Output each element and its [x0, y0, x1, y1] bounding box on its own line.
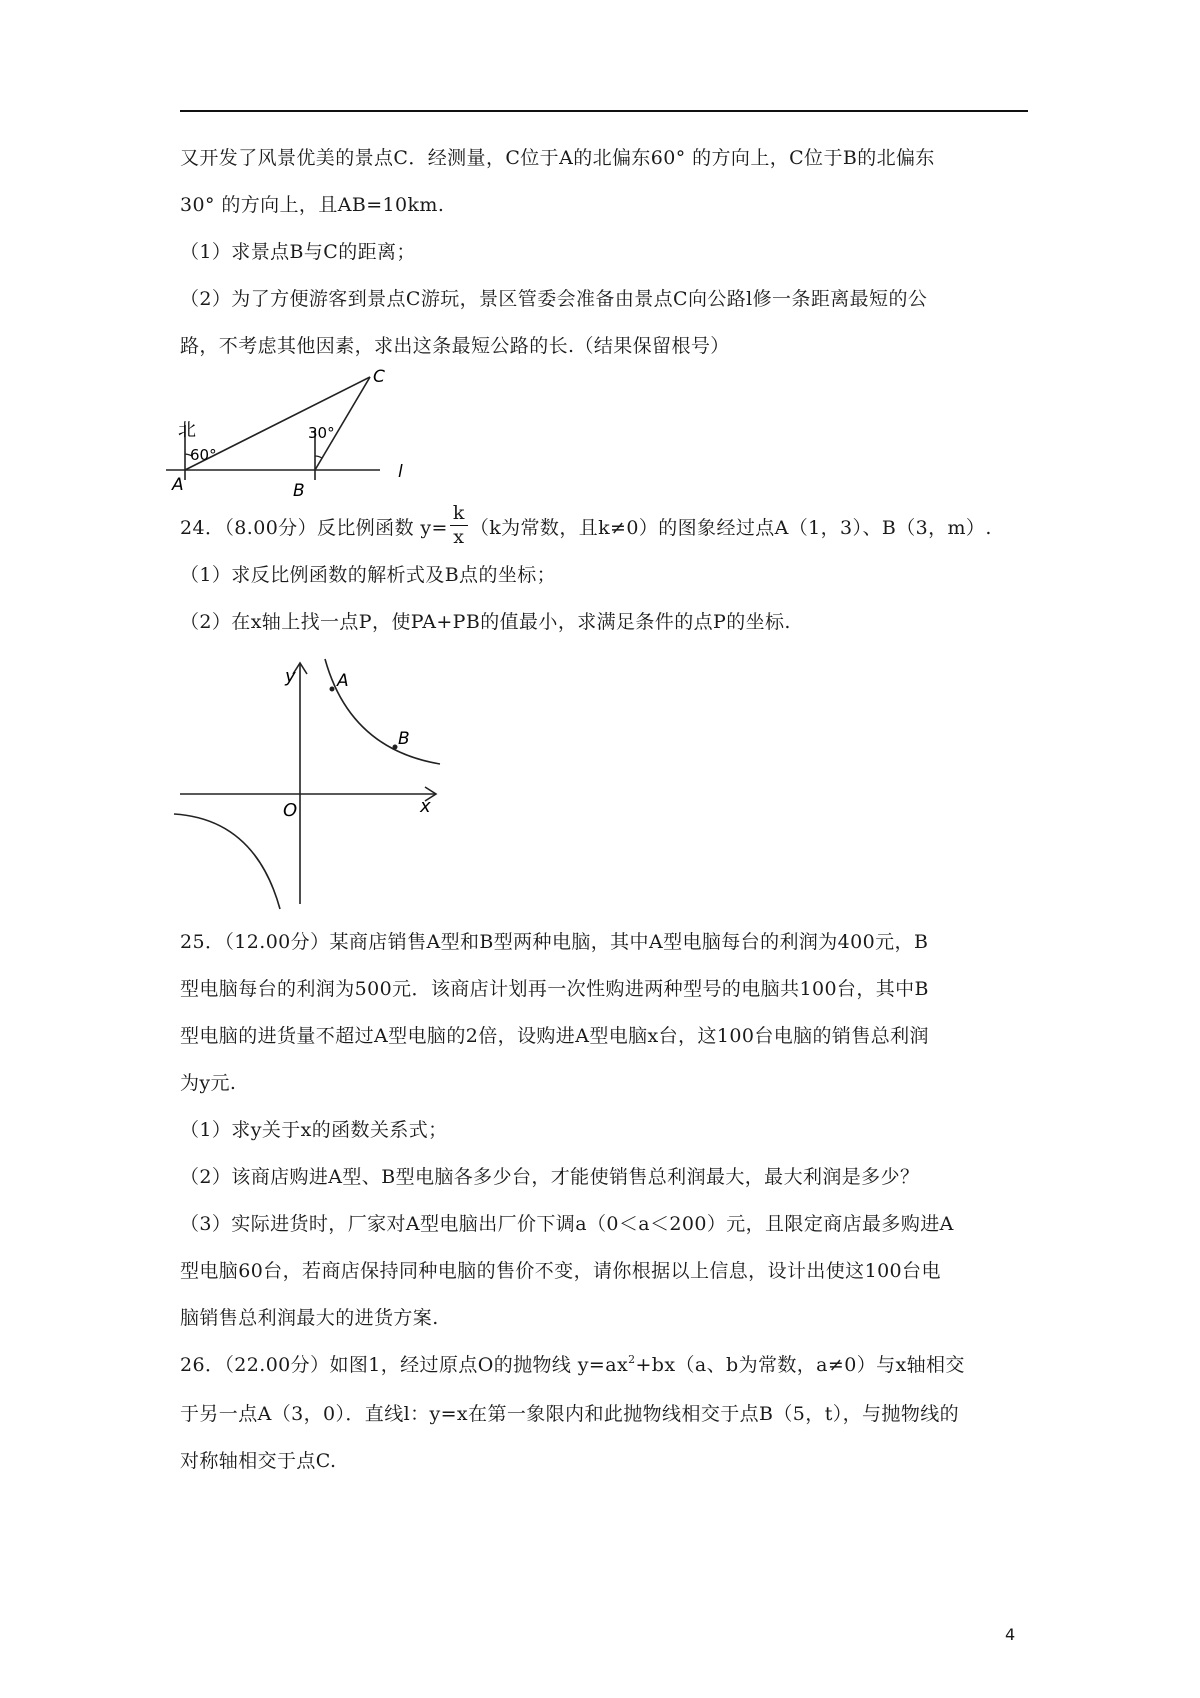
- triangle-figure: [172, 367, 420, 505]
- q26-line2: 于另一点A（3，0）．直线l：y=x在第一象限内和此抛物线相交于点B（5，t），与抛物线的: [180, 1403, 960, 1425]
- fraction-numerator: k: [452, 501, 465, 524]
- q25-sub3-line3: 脑销售总利润最大的进货方案.: [180, 1307, 439, 1329]
- y-axis-label: y: [285, 666, 296, 687]
- header-rule: [180, 110, 1028, 112]
- q25-sub1: （1）求y关于x的函数关系式；: [180, 1119, 448, 1141]
- q24-stem-after: （k为常数，且k≠0）的图象经过点A（1，3）、B（3，m）.: [469, 517, 992, 539]
- q23-sub2-line2: 路，不考虑其他因素，求出这条最短公路的长.（结果保留根号）: [180, 335, 730, 357]
- point-b-label: B: [398, 729, 410, 749]
- q26-line3: 对称轴相交于点C.: [180, 1450, 337, 1472]
- point-b-dot: [393, 745, 398, 750]
- hyperbola-figure: [180, 654, 480, 919]
- angle-b-label: 30°: [308, 424, 335, 442]
- point-a-label: A: [172, 475, 184, 495]
- k-over-x-fraction: [450, 501, 468, 548]
- north-label: 北: [178, 420, 196, 441]
- line-l-label: l: [398, 462, 403, 482]
- q24-sub2: （2）在x轴上找一点P，使PA+PB的值最小，求满足条件的点P的坐标.: [180, 611, 791, 633]
- point-b-label: B: [293, 481, 305, 501]
- q25-sub3-line2: 型电脑60台，若商店保持同种电脑的售价不变，请你根据以上信息，设计出使这100台电: [180, 1260, 941, 1282]
- x-axis-label: x: [420, 796, 431, 817]
- q26-line1: [180, 1342, 1030, 1391]
- page-content: [172, 135, 1030, 1485]
- point-a-label: A: [337, 671, 349, 691]
- q23-line1: 又开发了风景优美的景点C．经测量，C位于A的北偏东60° 的方向上，C位于B的北偏东: [180, 147, 935, 169]
- point-a-dot: [330, 687, 335, 692]
- page-number: 4: [1005, 1625, 1016, 1644]
- q25-sub2: （2）该商店购进A型、B型电脑各多少台，才能使销售总利润最大，最大利润是多少？: [180, 1166, 920, 1188]
- fraction-denominator: x: [453, 525, 465, 548]
- q24-stem-before: 24．（8.00分）反比例函数 y=: [180, 517, 448, 539]
- q24-stem: [180, 501, 1030, 552]
- q23-sub2-line1: （2）为了方便游客到景点C游玩，景区管委会准备由景点C向公路l修一条距离最短的公: [180, 288, 928, 310]
- angle-a-label: 60°: [190, 446, 217, 464]
- q26-line1-after: +bx（a、b为常数，a≠0）与x轴相交: [635, 1354, 965, 1376]
- q25-line2: 型电脑每台的利润为500元．该商店计划再一次性购进两种型号的电脑共100台，其中B: [180, 978, 929, 1000]
- q26-exponent: 2: [628, 1353, 636, 1366]
- q25-line4: 为y元.: [180, 1072, 237, 1094]
- origin-label: O: [283, 800, 298, 821]
- q23-sub1: （1）求景点B与C的距离；: [180, 241, 416, 263]
- q26-line1-before: 26．（22.00分）如图1，经过原点O的抛物线 y=ax: [180, 1354, 629, 1376]
- q25-line1: 25．（12.00分）某商店销售A型和B型两种电脑，其中A型电脑每台的利润为400元，B: [180, 931, 929, 953]
- point-c-label: C: [373, 367, 385, 387]
- q25-sub3-line1: （3）实际进货时，厂家对A型电脑出厂价下调a（0＜a＜200）元，且限定商店最多购进A: [180, 1213, 954, 1235]
- q25-line3: 型电脑的进货量不超过A型电脑的2倍，设购进A型电脑x台，这100台电脑的销售总利润: [180, 1025, 929, 1047]
- q24-sub1: （1）求反比例函数的解析式及B点的坐标；: [180, 564, 557, 586]
- q23-line2: 30° 的方向上，且AB=10km.: [180, 194, 445, 216]
